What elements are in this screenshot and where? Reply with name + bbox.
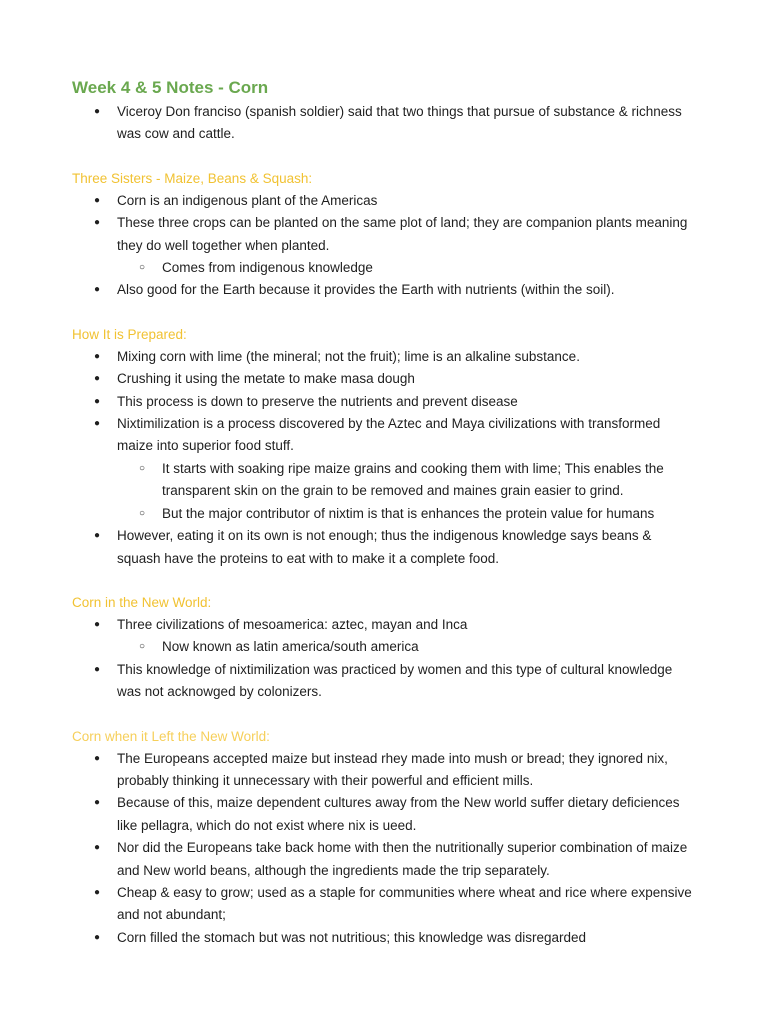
section-heading-new-world: Corn in the New World: (72, 594, 212, 610)
list-item: ● However, eating it on its own is not enough; thus the indigenous knowledge says beans & squash have the proteins to eat with to make it a complete food. (72, 525, 696, 570)
section-heading-three-sisters: Three Sisters - Maize, Beans & Squash: (72, 170, 313, 186)
list-item: ● Viceroy Don franciso (spanish soldier) said that two things that pursue of substance & richness was cow and cattle. (72, 101, 696, 146)
list-item: ● Because of this, maize dependent cultures away from the New world suffer dietary deficiences like pellagra, which do not exist where nix is ueed. (72, 792, 696, 837)
how-prepared-list (72, 346, 696, 570)
list-item: ● These three crops can be planted on the same plot of land; they are companion plants meaning they do well together when planted. (72, 212, 696, 257)
list-item: ● Cheap & easy to grow; used as a staple for communities where wheat and rice where expensive and not abundant; (72, 882, 696, 927)
sub-list-item: ○ But the major contributor of nixtim is that is enhances the protein value for humans (72, 503, 696, 525)
list-item: ● The Europeans accepted maize but instead rhey made into mush or bread; they ignored nix, probably thinking it unnecessary with their powerful and efficient mills. (72, 748, 696, 793)
list-item: ● Three civilizations of mesoamerica: aztec, mayan and Inca (72, 614, 696, 636)
list-item: ● Also good for the Earth because it provides the Earth with nutrients (within the soil). (72, 279, 696, 301)
section-heading-how-prepared: How It is Prepared: (72, 326, 187, 342)
list-item: ● Nixtimilization is a process discovered by the Aztec and Maya civilizations with transformed maize into superior food stuff. (72, 413, 696, 458)
intro-list (72, 101, 696, 146)
sub-list-item: ○ Comes from indigenous knowledge (72, 257, 696, 279)
left-new-world-list (72, 748, 696, 950)
list-item: ● Nor did the Europeans take back home with then the nutritionally superior combination of maize and New world beans, although the ingredients made the trip separately. (72, 837, 696, 882)
list-item: ● Crushing it using the metate to make masa dough (72, 368, 696, 390)
list-item: ● Mixing corn with lime (the mineral; not the fruit); lime is an alkaline substance. (72, 346, 696, 368)
sub-list-item: ○ Now known as latin america/south america (72, 636, 696, 658)
list-item: ● This process is down to preserve the nutrients and prevent disease (72, 391, 696, 413)
new-world-list (72, 614, 696, 704)
page-title: Week 4 & 5 Notes - Corn (72, 78, 269, 97)
section-heading-left-new-world: Corn when it Left the New World: (72, 728, 270, 744)
list-item: ● Corn is an indigenous plant of the Americas (72, 190, 696, 212)
three-sisters-list (72, 190, 696, 302)
sub-list-item: ○ It starts with soaking ripe maize grains and cooking them with lime; This enables the transparent skin on the grain to be removed and maines grain easier to grind. (72, 458, 696, 503)
list-item: ● This knowledge of nixtimilization was practiced by women and this type of cultural knowledge was not acknowged by colonizers. (72, 659, 696, 704)
list-item: ● Corn filled the stomach but was not nutritious; this knowledge was disregarded (72, 927, 696, 949)
